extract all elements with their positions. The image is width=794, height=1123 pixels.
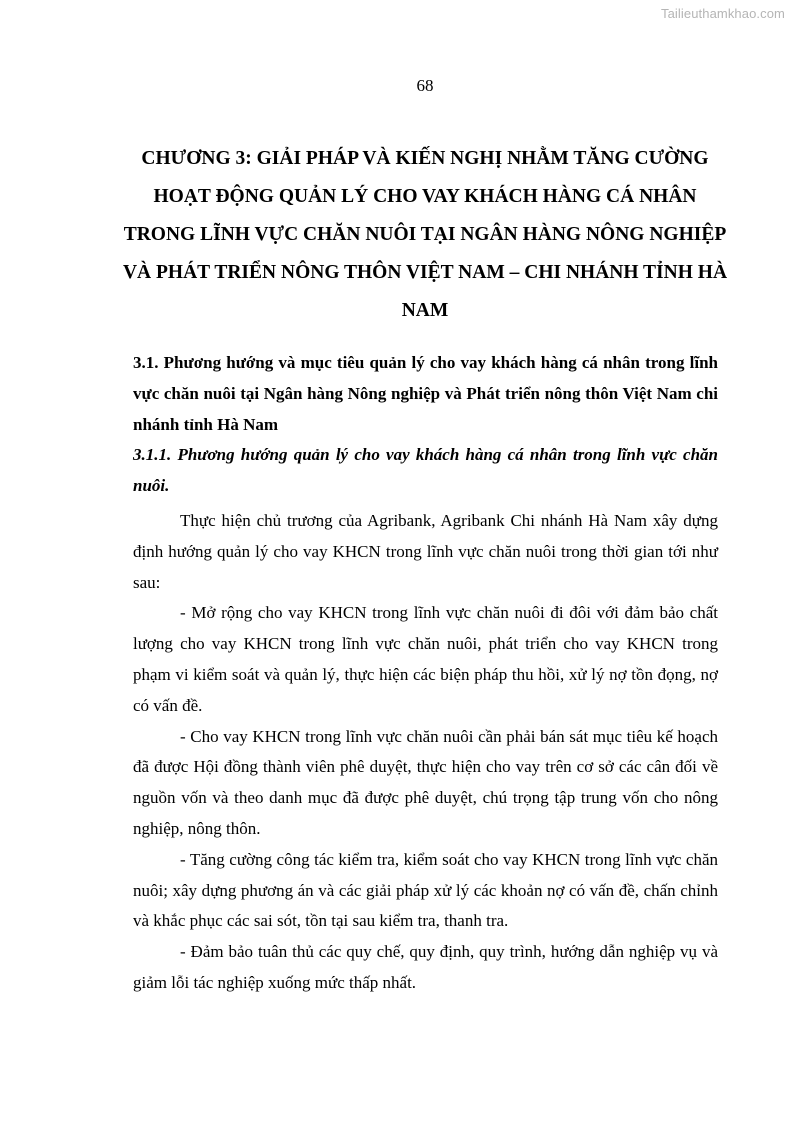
page-number: 68: [416, 76, 434, 95]
chapter-title: CHƯƠNG 3: GIẢI PHÁP VÀ KIẾN NGHỊ NHẰM TĂNG CƯỜNG HOẠT ĐỘNG QUẢN LÝ CHO VAY KHÁCH HÀNG CÁ NHÂN TRONG LĨNH VỰC CHĂN NUÔI TẠI NGÂN HÀNG NÔNG NGHIỆP VÀ PHÁT TRIỂN NÔNG THÔN VIỆT NAM – CHI NHÁNH TỈNH HÀ NAM: [122, 148, 728, 321]
paragraph-bullet-expand-lending: - Mở rộng cho vay KHCN trong lĩnh vực chăn nuôi đi đôi với đảm bảo chất lượng cho vay KHCN trong lĩnh vực chăn nuôi, phát triển cho vay KHCN trong phạm vi kiểm soát và quản lý, thực hiện các biện pháp thu hồi, xử lý nợ tồn đọng, nợ có vấn đề.: [133, 603, 718, 715]
subsection-heading: 3.1.1. Phương hướng quản lý cho vay khách hàng cá nhân trong lĩnh vực chăn nuôi.: [133, 445, 718, 496]
paragraph-intro: Thực hiện chủ trương của Agribank, Agribank Chi nhánh Hà Nam xây dựng định hướng quản lý cho vay KHCN trong lĩnh vực chăn nuôi trong thời gian tới như sau:: [133, 510, 718, 592]
paragraph-bullet-inspection: - Tăng cường công tác kiểm tra, kiểm soát cho vay KHCN trong lĩnh vực chăn nuôi; xây dựng phương án và các giải pháp xử lý các khoản nợ có vấn đề, chấn chỉnh và khắc phục các sai sót, tồn tại sau kiểm tra, thanh tra.: [133, 849, 718, 931]
watermark-text: Tailieuthamkhao.com: [660, 6, 785, 21]
section-heading: 3.1. Phương hướng và mục tiêu quản lý cho vay khách hàng cá nhân trong lĩnh vực chăn nuôi tại Ngân hàng Nông nghiệp và Phát triển nông thôn Việt Nam chi nhánh tỉnh Hà Nam: [133, 353, 718, 434]
paragraph-bullet-plan-targets: - Cho vay KHCN trong lĩnh vực chăn nuôi cần phải bán sát mục tiêu kế hoạch đã được Hội đồng thành viên phê duyệt, thực hiện cho vay trên cơ sở các cân đối về nguồn vốn và theo danh mục đã được phê duyệt, chú trọng tập trung vốn cho nông nghiệp, nông thôn.: [133, 726, 718, 838]
document-body: [133, 348, 718, 999]
paragraph-bullet-compliance: - Đảm bảo tuân thủ các quy chế, quy định, quy trình, hướng dẫn nghiệp vụ và giảm lỗi tác nghiệp xuống mức thấp nhất.: [133, 942, 718, 992]
